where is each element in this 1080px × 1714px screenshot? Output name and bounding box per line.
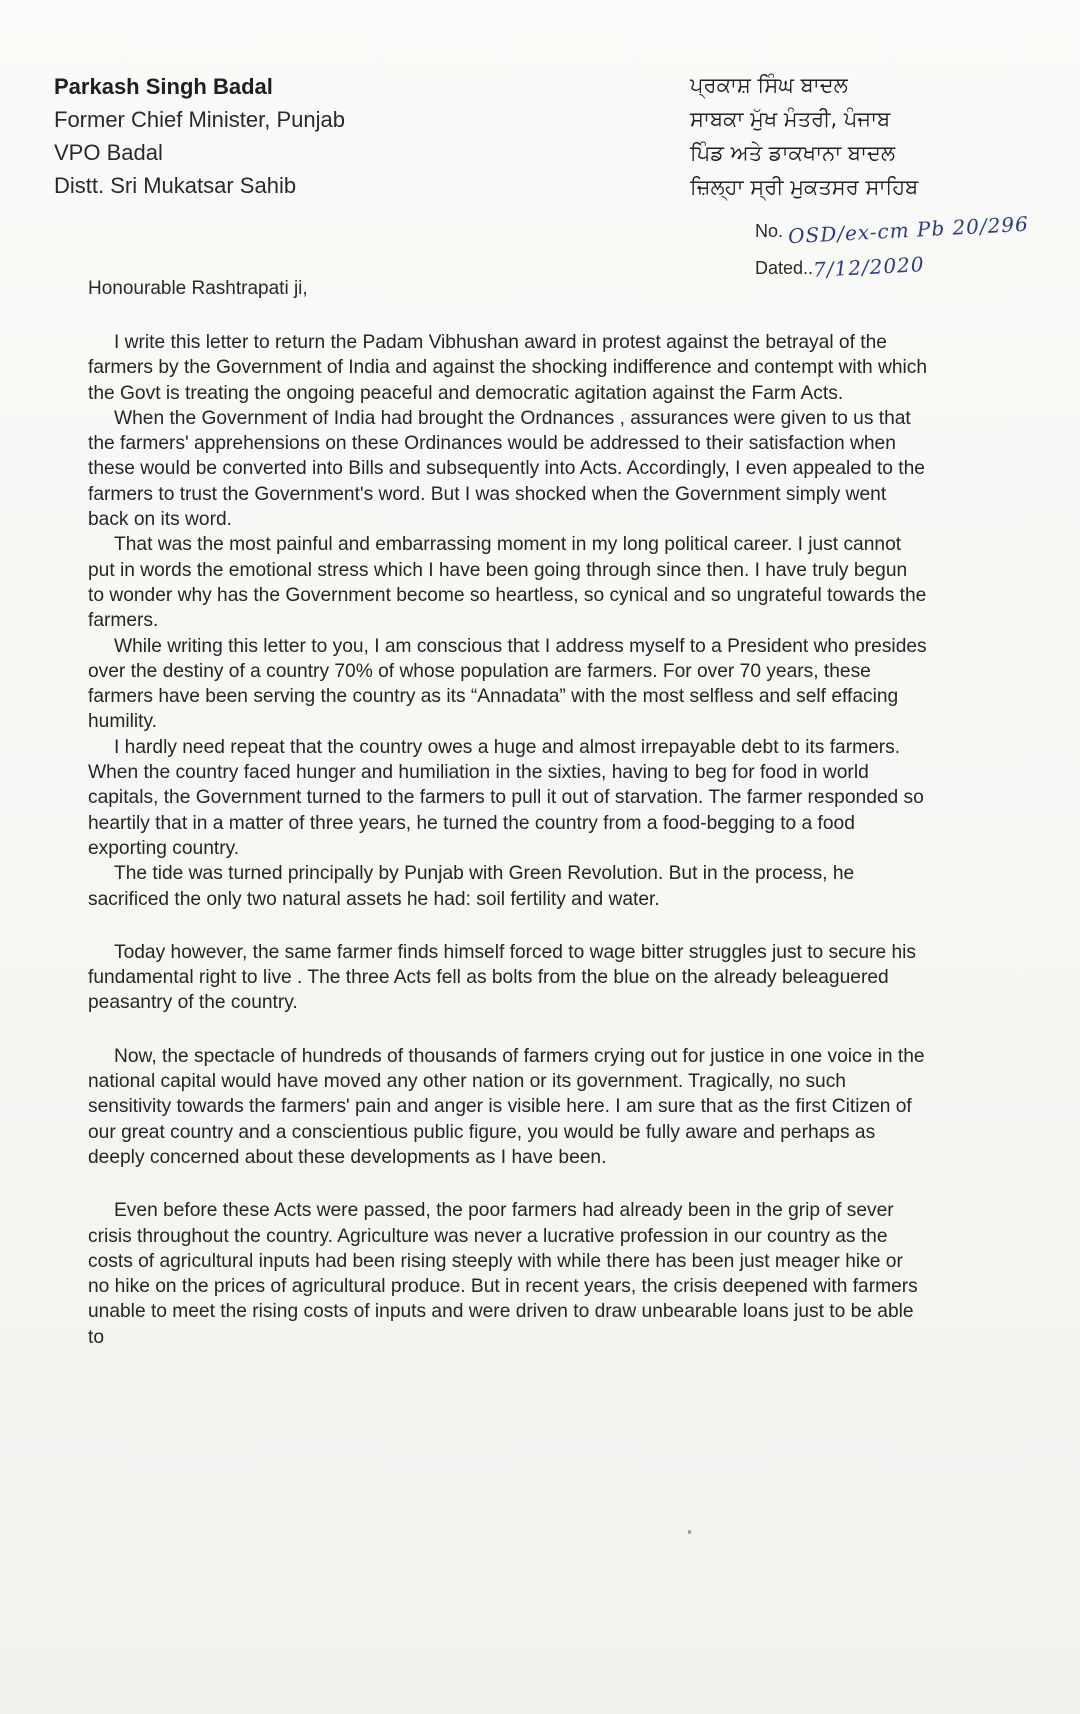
letter-body: [88, 330, 928, 1350]
sender-name-punjabi: ਪ੍ਰਕਾਸ਼ ਸਿੰਘ ਬਾਦਲ: [690, 73, 848, 97]
sender-title: Former Chief Minister, Punjab: [54, 107, 345, 132]
dated-label: Dated..: [755, 258, 814, 278]
paragraph-8: Now, the spectacle of hundreds of thousands of farmers crying out for justice in one voice in the national capital would have moved any other nation or its government. Tragically, no such sensitivity towards the farmers' pain and anger is visible here. I am sure that as the first Citizen of our great country and a conscientious public figure, you would be fully aware and perhaps as deeply concerned about these developments as I have been.: [88, 1045, 925, 1168]
sender-address-line-2-punjabi: ਜ਼ਿਲ੍ਹਾ ਸ੍ਰੀ ਮੁਕਤਸਰ ਸਾਹਿਬ: [690, 175, 919, 199]
sender-title-punjabi: ਸਾਬਕਾ ਮੁੱਖ ਮੰਤਰੀ, ਪੰਜਾਬ: [690, 107, 891, 131]
dated-line: [755, 249, 1029, 286]
paragraph-5: I hardly need repeat that the country owes a huge and almost irrepayable debt to its farmers. When the country faced hunger and humiliation in the sixties, having to beg for food in world capitals, the Government turned to the farmers to pull it out of starvation. The farmer responded so heartily that in a matter of three years, he turned the country from a food-begging to a food exporting country.: [88, 736, 924, 859]
sender-block-punjabi: [690, 68, 918, 204]
paragraph-7: Today however, the same farmer finds himself forced to wage bitter struggles just to secure his fundamental right to live . The three Acts fell as bolts from the blue on the already beleaguered peasantry of the country.: [88, 941, 916, 1014]
paragraph-9: Even before these Acts were passed, the poor farmers had already been in the grip of sever crisis throughout the country. Agriculture was never a lucrative profession in our country as the costs of agricultural inputs had been rising steeply with while there has been just meager hike or no hike on the prices of agricultural produce. But in recent years, the crisis deepened with farmers unable to meet the rising costs of inputs and were driven to draw unbearable loans just to be able to: [88, 1200, 918, 1348]
paragraph-3: That was the most painful and embarrassing moment in my long political career. I just cannot put in words the emotional stress which I have been going through since then. I have truly begun to wonder why has the Government become so heartless, so cynical and so ungrateful towards the farmers.: [88, 534, 927, 632]
sender-block-english: [54, 70, 345, 202]
paragraph-4: While writing this letter to you, I am conscious that I address myself to a President who presides over the destiny of a country 70% of whose population are farmers. For over 70 years, these farmers have been serving the country as its “Annadata” with the most selfless and self effacing humility.: [88, 635, 927, 733]
paper-speck: [688, 1530, 691, 1534]
sender-address-line-1-punjabi: ਪਿੰਡ ਅਤੇ ਡਾਕਖਾਨਾ ਬਾਦਲ: [690, 141, 896, 165]
sender-address-line-2: Distt. Sri Mukatsar Sahib: [54, 173, 297, 198]
salutation: Honourable Rashtrapati ji,: [88, 278, 308, 299]
paragraph-2: When the Government of India had brought the Ordnances , assurances were given to us that the farmers' apprehensions on these Ordinances would be addressed to their satisfaction when these would be converted into Bills and subsequently into Acts. Accordingly, I even appealed to the farmers to trust the Government's word. But I was shocked when the Government simply went back on its word.: [88, 407, 925, 531]
date-handwritten: 7/12/2020: [812, 252, 926, 282]
reference-number-handwritten: OSD/ex-cm Pb 20/296: [787, 211, 1030, 249]
sender-address-line-1: VPO Badal: [54, 140, 163, 165]
reference-number-line: [755, 212, 1029, 249]
reference-label: No.: [755, 221, 784, 241]
paragraph-1: I write this letter to return the Padam Vibhushan award in protest against the betrayal of the farmers by the Government of India and against the shocking indifference and contempt with which the Govt is treating the ongoing peaceful and democratic agitation against the Farm Acts.: [88, 332, 928, 404]
paragraph-6: The tide was turned principally by Punjab with Green Revolution. But in the process, he sacrificed the only two natural assets he had: soil fertility and water.: [88, 863, 855, 910]
reference-block: [755, 212, 1029, 286]
sender-name: Parkash Singh Badal: [54, 74, 273, 99]
